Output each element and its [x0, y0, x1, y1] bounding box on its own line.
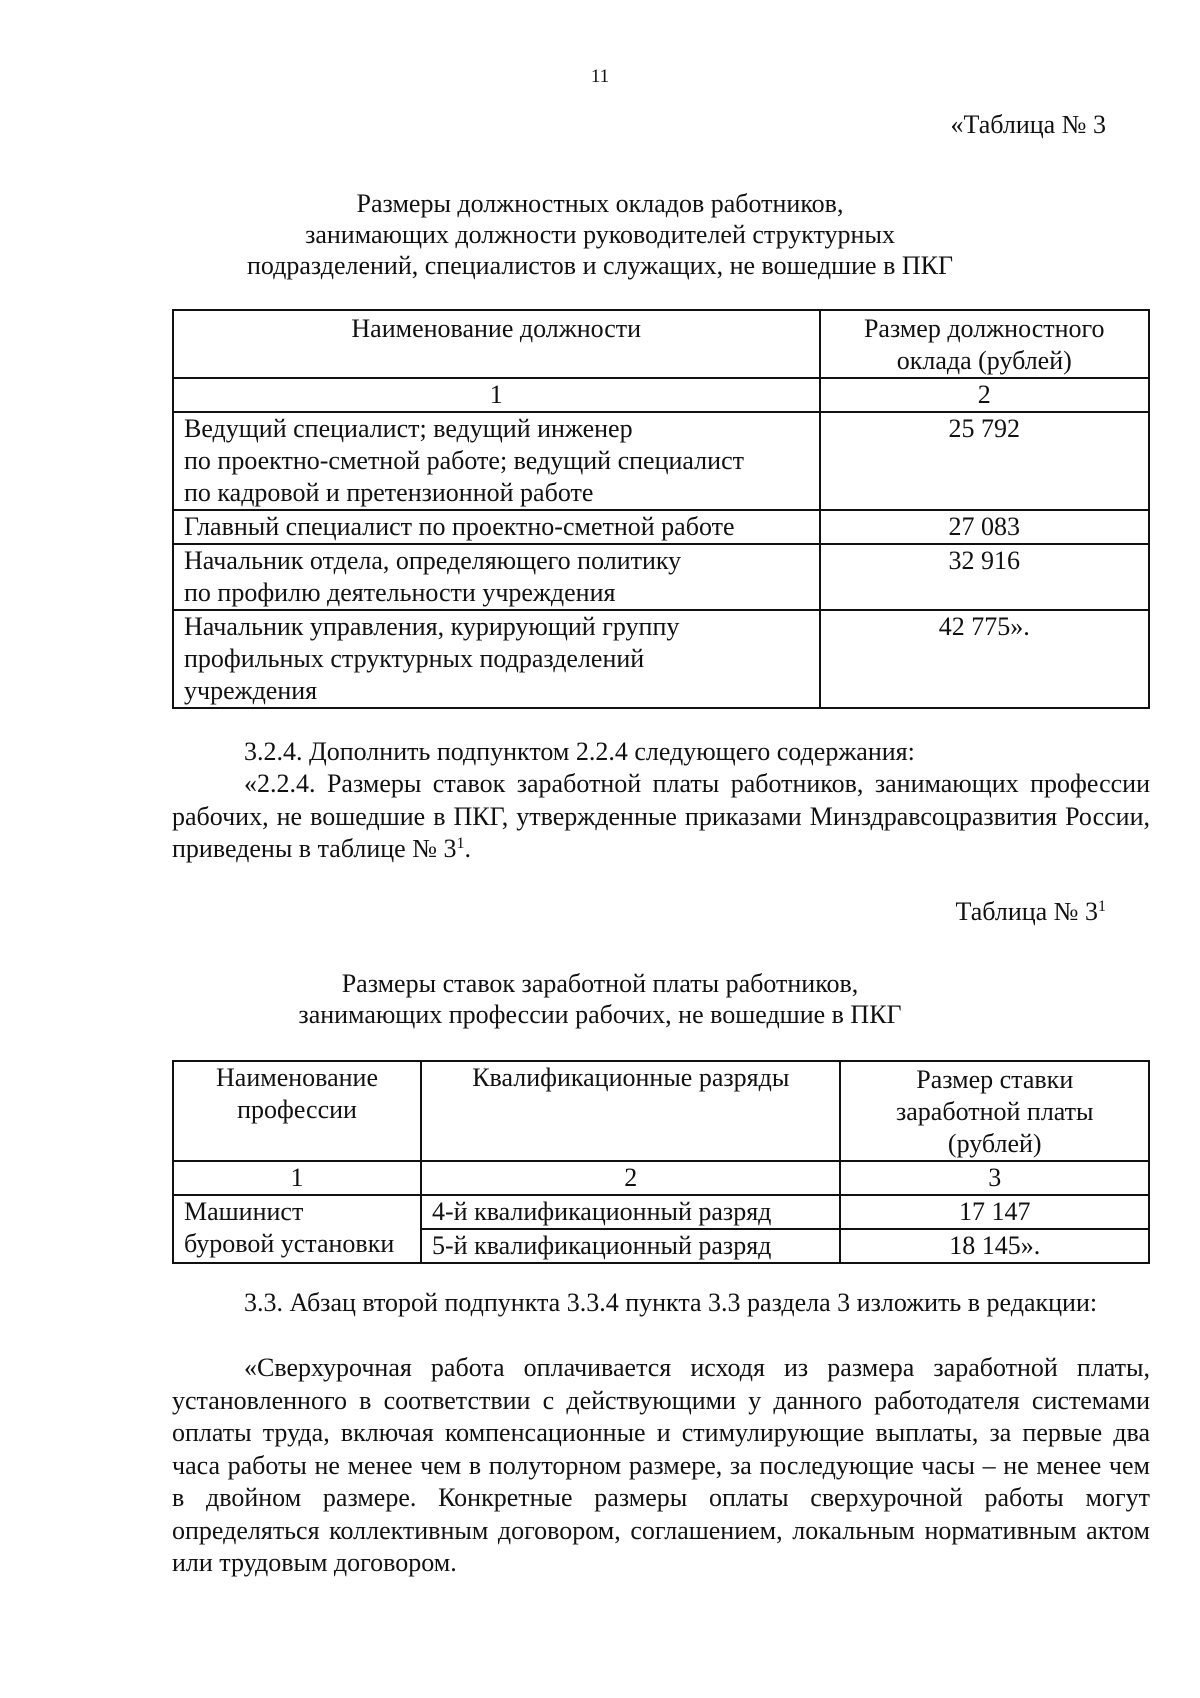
paragraph-3-3: 3.3. Абзац второй подпункта 3.3.4 пункта 3.3 раздела 3 изложить в редакции: — [244, 1288, 1098, 1317]
table-row — [173, 544, 1149, 610]
rate-cell: 17 147 — [840, 1195, 1149, 1229]
position-name-line: Начальник отдела, определяющего политику — [184, 546, 682, 575]
column-number-row — [173, 378, 1149, 412]
header-position-name: Наименование должности — [173, 310, 820, 378]
salary-cell: 27 083 — [820, 510, 1150, 544]
table1-caption-line: Размеры должностных окладов работников, — [356, 189, 844, 218]
table-header-row — [173, 310, 1149, 378]
table2-caption — [0, 968, 1200, 1030]
column-number-row — [173, 1161, 1149, 1195]
position-name-cell — [173, 610, 820, 708]
position-name-line: по проектно-сметной работе; ведущий специалист — [184, 446, 744, 475]
position-name-cell — [173, 412, 820, 510]
position-name-line: по кадровой и претензионной работе — [184, 478, 594, 507]
header-grades: Квалификационные разряды — [421, 1061, 840, 1161]
table1-label: «Таблица № 3 — [950, 110, 1106, 139]
table2-caption-line: занимающих профессии рабочих, не вошедшие в ПКГ — [298, 1000, 902, 1029]
table2-label-text: Таблица № 3 — [955, 897, 1098, 926]
superscript: 1 — [1098, 898, 1106, 915]
table1-caption — [0, 188, 1200, 281]
page-number: 11 — [590, 66, 610, 87]
column-number: 1 — [173, 1161, 421, 1195]
position-name-line: Главный специалист по проектно-сметной работе — [184, 512, 735, 541]
position-name-line: Начальник управления, курирующий группу — [184, 612, 680, 641]
paragraph-2-2-4 — [172, 768, 1150, 866]
salary-cell: 42 775». — [820, 610, 1150, 708]
table-row — [173, 412, 1149, 510]
paragraph-text: «2.2.4. Размеры ставок заработной платы работников, занимающих профессии рабочих, не вошедшие в ПКГ, утвержденные приказами Минздравсоцразвития России, приведены в таблице № 3 — [172, 769, 1150, 863]
position-name-line: Ведущий специалист; ведущий инженер — [184, 414, 633, 443]
table-row — [173, 610, 1149, 708]
grade-cell: 4-й квалификационный разряд — [421, 1195, 840, 1229]
profession-cell — [173, 1195, 421, 1263]
paragraph-end: . — [464, 834, 472, 863]
paragraph-3-2-4: 3.2.4. Дополнить подпунктом 2.2.4 следующего содержания: — [244, 737, 915, 766]
profession-line: буровой установки — [184, 1229, 395, 1258]
wage-table-workers — [172, 1060, 1150, 1264]
position-name-line: профильных структурных подразделений — [184, 644, 645, 673]
rate-cell: 18 145». — [840, 1229, 1149, 1263]
table2-caption-line: Размеры ставок заработной платы работников, — [341, 969, 859, 998]
table1-caption-line: занимающих должности руководителей структурных — [305, 220, 895, 249]
table-row — [173, 510, 1149, 544]
profession-line: Машинист — [184, 1197, 304, 1226]
header-rate: Размер ставки заработной платы (рублей) — [840, 1061, 1149, 1161]
column-number: 2 — [421, 1161, 840, 1195]
position-name-cell — [173, 544, 820, 610]
table-header-row — [173, 1061, 1149, 1161]
column-number: 1 — [173, 378, 820, 412]
paragraph-overtime: «Сверхурочная работа оплачивается исходя из размера заработной платы, установленного в соответствии с действующими у данного работодателя системами оплаты труда, включая компенсационные и стимулирующие выплаты, за первые два часа работы не менее чем в полуторном размере, за последующие часы – не менее чем в двойном размере. Конкретные размеры оплаты сверхурочной работы могут определяться коллективным договором, соглашением, локальным нормативным актом или трудовым договором. — [172, 1353, 1150, 1577]
position-name-cell — [173, 510, 820, 544]
table2-label — [955, 897, 1106, 927]
salary-cell: 25 792 — [820, 412, 1150, 510]
superscript: 1 — [456, 835, 465, 852]
position-name-line: учреждения — [184, 676, 318, 705]
table1-caption-line: подразделений, специалистов и служащих, не вошедшие в ПКГ — [247, 251, 953, 280]
column-number: 2 — [820, 378, 1150, 412]
header-salary: Размер должностного оклада (рублей) — [820, 310, 1150, 378]
column-number: 3 — [840, 1161, 1149, 1195]
table-row — [173, 1195, 1149, 1229]
salary-table-positions — [172, 309, 1150, 709]
salary-cell: 32 916 — [820, 544, 1150, 610]
grade-cell: 5-й квалификационный разряд — [421, 1229, 840, 1263]
position-name-line: по профилю деятельности учреждения — [184, 578, 616, 607]
header-profession: Наименование профессии — [173, 1061, 421, 1161]
